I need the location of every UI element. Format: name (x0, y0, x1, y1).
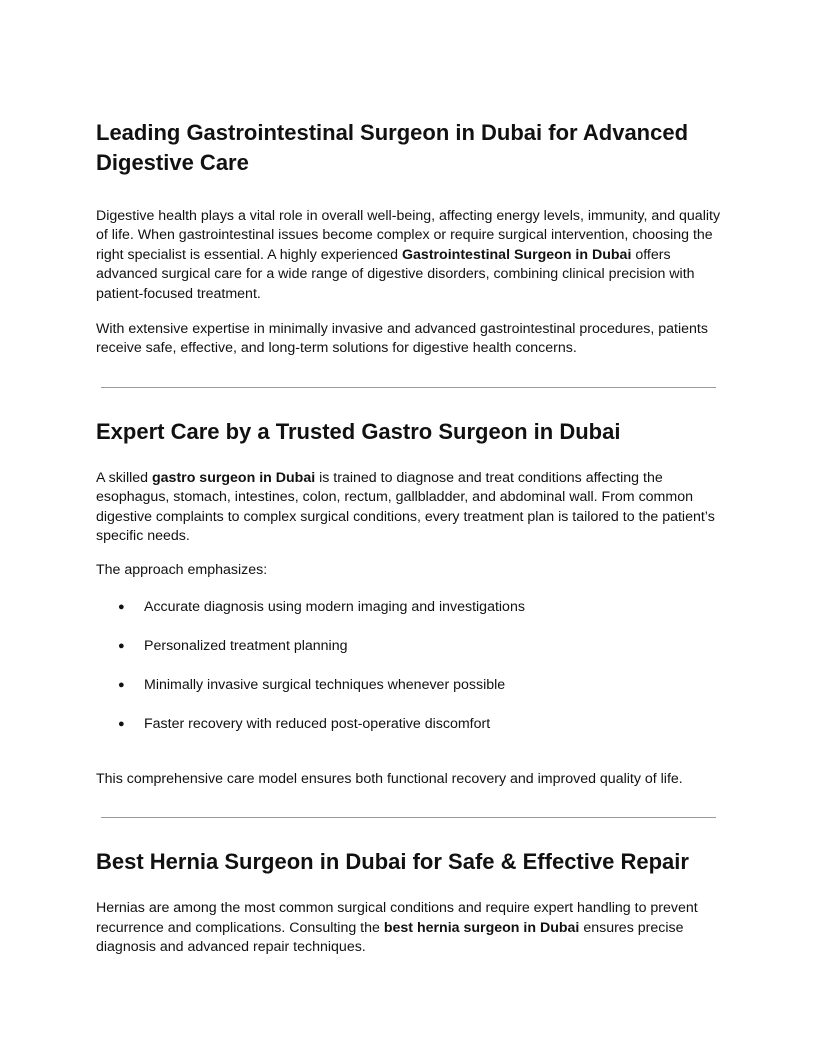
care-model-paragraph: This comprehensive care model ensures both functional recovery and improved quality of life. (96, 770, 683, 787)
bullet-icon: ● (118, 639, 125, 652)
section-heading-gastrointestinal-surgeon: Leading Gastrointestinal Surgeon in Dubai for Advanced Digestive Care (96, 120, 689, 175)
section-heading-hernia-surgeon: Best Hernia Surgeon in Dubai for Safe & Effective Repair (96, 849, 689, 875)
document-page (96, 118, 721, 958)
text-run: ensures precise diagnosis and advanced repair techniques. (96, 919, 684, 956)
list-item (96, 676, 721, 695)
section-heading-gastro-surgeon: Expert Care by a Trusted Gastro Surgeon in Dubai (96, 418, 621, 444)
list-item-text: Accurate diagnosis using modern imaging and investigations (144, 598, 525, 615)
text-run: is trained to diagnose and treat conditions affecting the esophagus, stomach, intestines, colon, rectum, gallbladder, and abdominal wall. From common digestive complaints to complex surgical conditions, every treatment plan is tailored to the patient’s specific needs. (96, 469, 715, 545)
section-divider (101, 817, 716, 818)
bullet-icon: ● (118, 678, 125, 691)
hernia-paragraph (96, 899, 721, 957)
list-item (96, 598, 721, 617)
list-item-text: Minimally invasive surgical techniques whenever possible (144, 676, 506, 693)
bold-keyword: Gastrointestinal Surgeon in Dubai (402, 246, 632, 263)
bullet-icon: ● (118, 600, 125, 613)
list-item-text: Faster recovery with reduced post-operative discomfort (144, 715, 491, 732)
list-item (96, 637, 721, 656)
text-run: offers advanced surgical care for a wide range of digestive disorders, combining clinical precision with patient-focused treatment. (96, 246, 695, 302)
intro-paragraph (96, 207, 721, 304)
bold-keyword: gastro surgeon in Dubai (152, 469, 316, 486)
section-divider (101, 387, 716, 388)
approach-intro: The approach emphasizes: (96, 562, 268, 579)
approach-list (96, 598, 721, 734)
list-item (96, 715, 721, 734)
bullet-icon: ● (118, 717, 125, 730)
expertise-paragraph: With extensive expertise in minimally invasive and advanced gastrointestinal procedures, patients receive safe, effective, and long-term solutions for digestive health concerns. (96, 321, 708, 357)
text-run: Digestive health plays a vital role in overall well-being, affecting energy levels, immunity, and quality of life. When gastrointestinal issues become complex or require surgical intervention, choosing the right specialist is essential. A highly experienced (96, 208, 721, 263)
list-item-text: Personalized treatment planning (144, 637, 348, 654)
text-run: A skilled (96, 469, 152, 486)
gastro-surgeon-paragraph (96, 469, 721, 547)
bold-keyword: best hernia surgeon in Dubai (383, 919, 580, 936)
text-run: Hernias are among the most common surgical conditions and require expert handling to prevent recurrence and complications. Consulting the (96, 900, 698, 936)
